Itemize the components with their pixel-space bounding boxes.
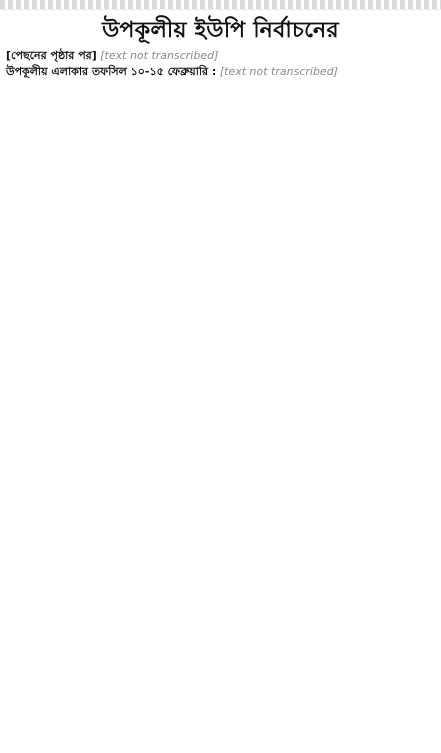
clipping-cut-edge — [0, 0, 441, 10]
article-paragraph-1 — [6, 48, 435, 64]
paragraph-1-text: [text not transcribed] — [100, 49, 219, 62]
section-subhead: উপকূলীয় এলাকার তফসিল ১০-১৫ ফেব্রুয়ারি : — [6, 65, 217, 79]
paragraph-2-text: [text not transcribed] — [219, 65, 338, 79]
article-paragraph-2 — [6, 64, 435, 80]
article-headline: উপকূলীয় ইউপি নির্বাচনের — [102, 17, 339, 43]
continued-from-marker: [পেছনের পৃষ্ঠার পর] — [6, 49, 97, 62]
